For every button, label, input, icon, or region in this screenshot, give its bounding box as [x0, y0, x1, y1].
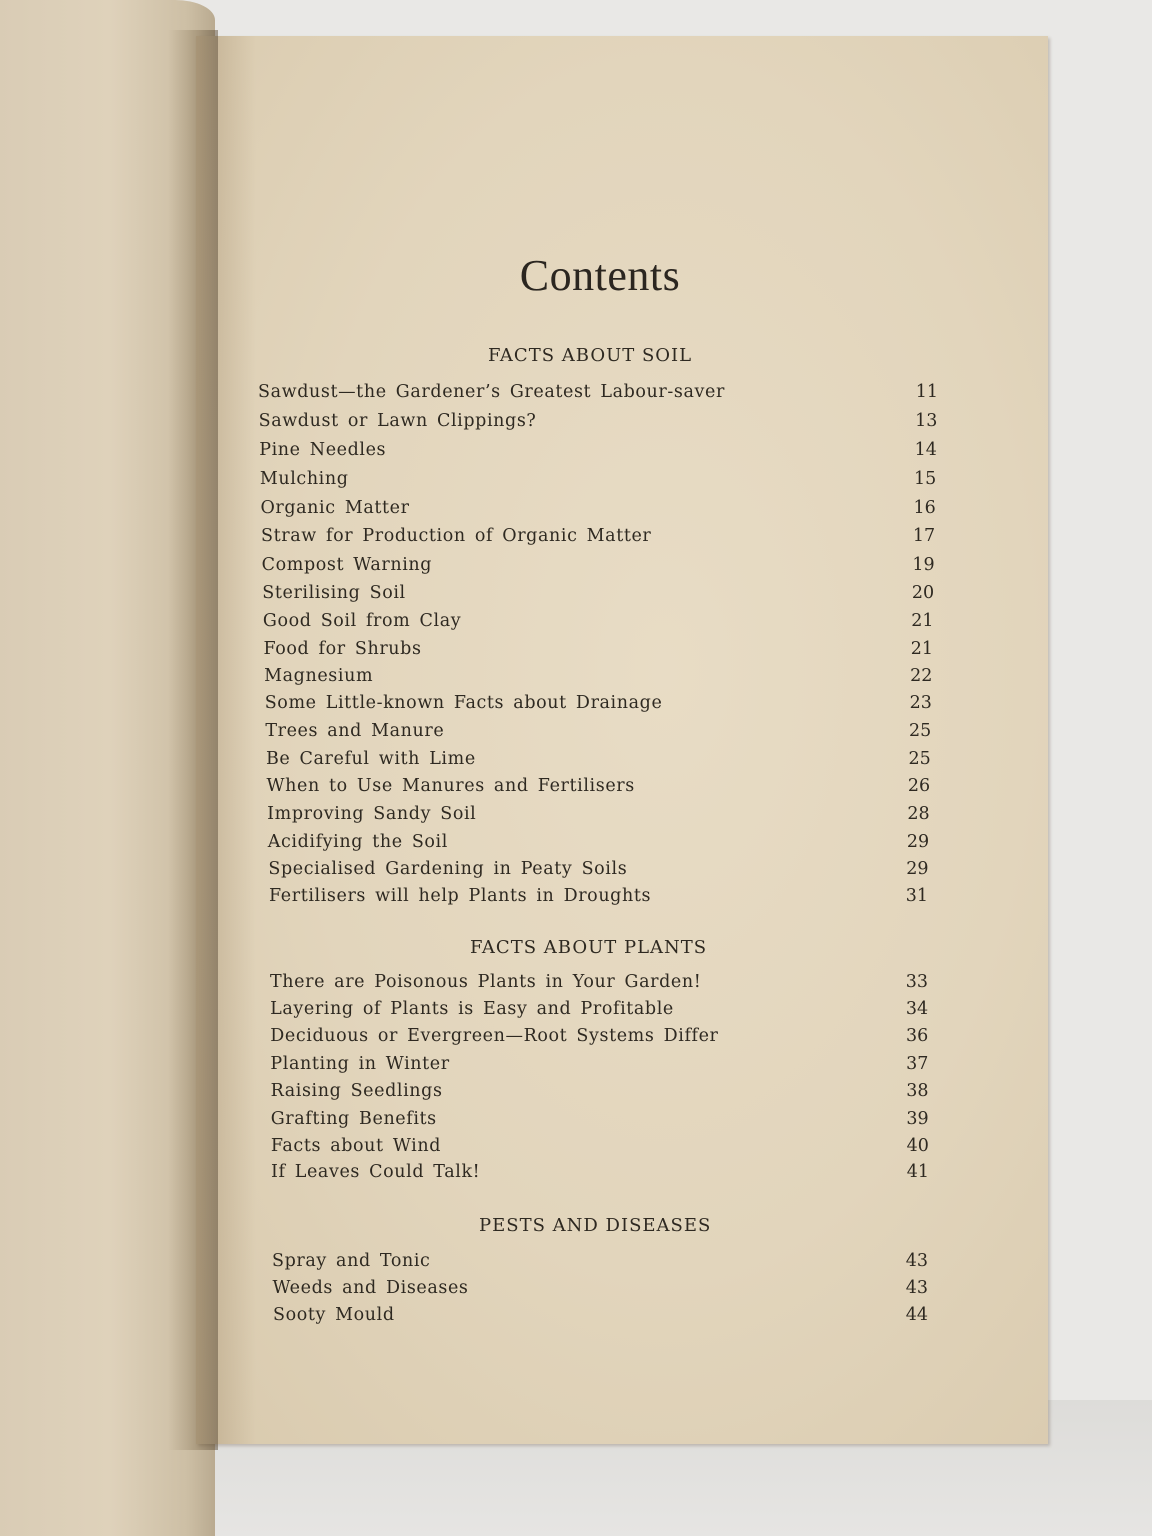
- toc-entry-page-number: 44: [905, 1305, 928, 1325]
- toc-entry-title: Deciduous or Evergreen—Root Systems Differ: [270, 1026, 719, 1046]
- page-title: Contents: [519, 251, 681, 300]
- toc-entry-page-number: 23: [909, 693, 932, 713]
- toc-entry-title: When to Use Manures and Fertilisers: [266, 776, 635, 796]
- toc-entry-title: Facts about Wind: [270, 1136, 441, 1156]
- toc-entry-page-number: 43: [905, 1251, 928, 1271]
- toc-entry-page-number: 25: [908, 749, 931, 769]
- toc-entry-page-number: 38: [906, 1081, 929, 1101]
- toc-entry-title: Straw for Production of Organic Matter: [261, 526, 652, 546]
- gutter-shadow: [168, 30, 218, 1450]
- toc-entry-title: Sawdust or Lawn Clippings?: [258, 411, 537, 431]
- toc-entry-page-number: 36: [906, 1026, 929, 1046]
- toc-entry-title: Be Careful with Lime: [265, 749, 476, 769]
- toc-entry-title: Good Soil from Clay: [262, 611, 462, 631]
- toc-entry-page-number: 14: [914, 440, 937, 460]
- toc-entry-page-number: 22: [910, 666, 933, 686]
- toc-entry-page-number: 17: [912, 526, 936, 546]
- toc-entry-title: Sawdust—the Gardener’s Greatest Labour-saver: [258, 382, 725, 402]
- toc-entry-page-number: 33: [905, 972, 928, 992]
- toc-entry-title: Specialised Gardening in Peaty Soils: [268, 859, 628, 879]
- toc-entry-page-number: 31: [905, 886, 928, 906]
- toc-entry-title: Improving Sandy Soil: [267, 804, 477, 824]
- toc-entry-title: Mulching: [259, 469, 349, 489]
- toc-entry-page-number: 28: [907, 804, 930, 824]
- toc-entry-page-number: 29: [906, 832, 930, 852]
- toc-entry-title: Spray and Tonic: [272, 1251, 431, 1271]
- toc-entry-page-number: 11: [915, 382, 938, 402]
- section-heading: PESTS AND DISEASES: [479, 1215, 712, 1236]
- toc-entry-page-number: 20: [911, 583, 935, 603]
- toc-entry-title: Trees and Manure: [265, 721, 445, 741]
- toc-entry-page-number: 21: [910, 639, 933, 659]
- toc-entry-page-number: 15: [914, 469, 937, 489]
- toc-entry-page-number: 39: [906, 1109, 929, 1129]
- toc-entry-title: Grafting Benefits: [270, 1109, 437, 1129]
- toc-entry-page-number: 26: [907, 776, 931, 796]
- toc-entry-page-number: 43: [905, 1278, 928, 1298]
- toc-entry-title: Layering of Plants is Easy and Profitable: [270, 999, 674, 1019]
- section-heading: FACTS ABOUT SOIL: [488, 345, 693, 366]
- toc-entry-page-number: 40: [906, 1136, 929, 1156]
- toc-entry-title: Magnesium: [264, 666, 374, 686]
- toc-entry-title: There are Poisonous Plants in Your Garden!: [270, 972, 702, 992]
- toc-entry-title: Compost Warning: [261, 555, 433, 575]
- toc-entry-title: Food for Shrubs: [263, 639, 422, 659]
- toc-entry-title: Planting in Winter: [270, 1054, 450, 1074]
- toc-entry-title: If Leaves Could Talk!: [271, 1162, 481, 1182]
- toc-entry-title: Fertilisers will help Plants in Droughts: [269, 886, 652, 906]
- toc-entry-title: Organic Matter: [260, 498, 410, 518]
- toc-entry-page-number: 21: [911, 611, 934, 631]
- toc-entry-page-number: 16: [913, 498, 936, 518]
- toc-entry-title: Raising Seedlings: [270, 1081, 443, 1101]
- toc-entry-title: Weeds and Diseases: [272, 1278, 469, 1298]
- toc-entry-title: Some Little-known Facts about Drainage: [264, 693, 663, 713]
- toc-entry-page-number: 25: [909, 721, 932, 741]
- toc-entry-title: Pine Needles: [259, 440, 387, 460]
- toc-entry-title: Sterilising Soil: [262, 583, 406, 603]
- toc-entry-page-number: 34: [905, 999, 929, 1019]
- toc-entry-page-number: 37: [906, 1054, 929, 1074]
- toc-entry-page-number: 29: [906, 859, 929, 879]
- section-heading: FACTS ABOUT PLANTS: [470, 937, 708, 958]
- toc-entry-title: Acidifying the Soil: [267, 832, 448, 852]
- toc-entry-page-number: 41: [906, 1162, 929, 1182]
- toc-entry-page-number: 13: [915, 411, 938, 431]
- toc-entry-page-number: 19: [912, 555, 935, 575]
- toc-entry-title: Sooty Mould: [273, 1305, 395, 1325]
